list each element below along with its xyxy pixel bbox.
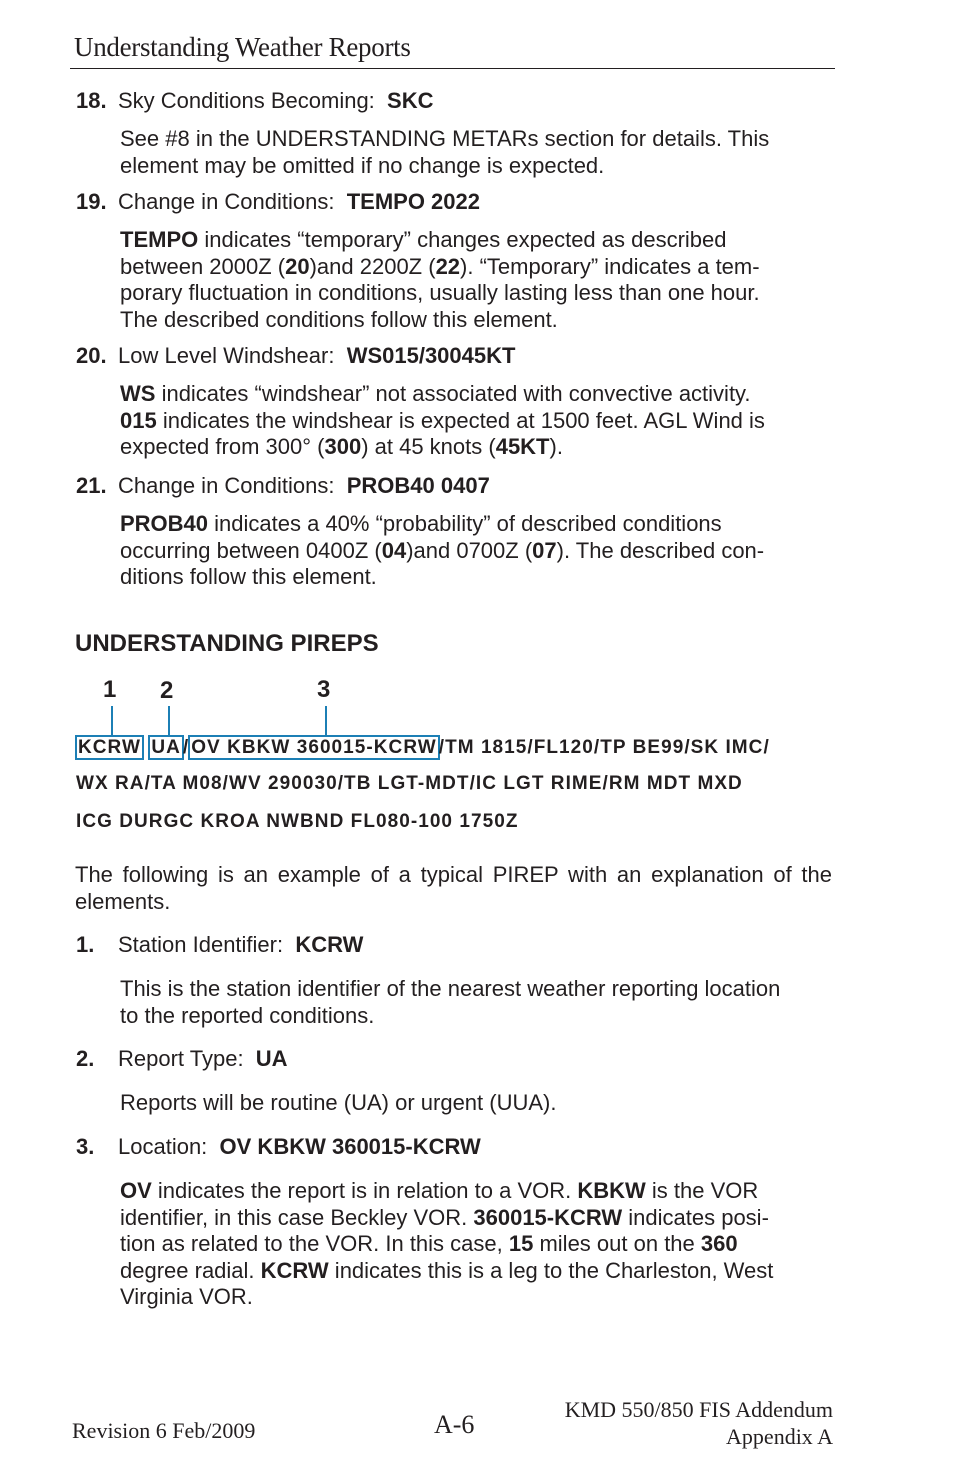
bold-term: OV <box>120 1178 152 1203</box>
footer-doc-title: KMD 550/850 FIS Addendum <box>564 1397 833 1422</box>
bold-term: 300 <box>324 434 362 460</box>
item-number: 21. <box>76 473 107 498</box>
item-number: 19. <box>76 189 107 214</box>
text-run: degree radial. <box>120 1257 261 1283</box>
pirep-item-2-description <box>120 1090 840 1117</box>
pirep-item-3-heading <box>76 1134 481 1160</box>
text-run: identifier, in this case Beckley VOR. <box>120 1204 474 1230</box>
item-21-heading <box>76 473 490 499</box>
bold-term: TEMPO <box>120 227 199 252</box>
bold-term: 15 <box>508 1231 534 1257</box>
text-run: ). The described con- <box>556 537 765 563</box>
text-run: ditions follow this element. <box>120 564 377 590</box>
item-number: 1. <box>76 932 95 957</box>
item-label: Location: <box>118 1134 208 1159</box>
item-number: 2. <box>76 1046 95 1071</box>
text-run: Virginia VOR. <box>120 1284 253 1310</box>
footer-document-info <box>565 1396 833 1450</box>
item-label: Sky Conditions Becoming: <box>118 88 375 113</box>
bold-term: 20 <box>285 253 310 279</box>
footer-appendix: Appendix A <box>726 1424 833 1449</box>
description-line <box>120 381 840 408</box>
description-line <box>120 976 840 1003</box>
text-run: This is the station identifier of the nearest weather reporting location <box>120 976 781 1001</box>
pirep-item-3-description <box>120 1178 840 1311</box>
item-label: Low Level Windshear: <box>118 343 335 368</box>
item-19-heading <box>76 189 480 215</box>
footer-revision: Revision 6 Feb/2009 <box>72 1418 256 1443</box>
bold-term: 015 <box>120 407 157 433</box>
text-run: ). “Temporary” indicates a tem- <box>460 253 760 279</box>
description-line <box>120 153 840 180</box>
item-label: Report Type: <box>118 1046 244 1071</box>
item-label: Change in Conditions: <box>118 473 335 498</box>
text-run: )and 0700Z ( <box>406 537 533 563</box>
item-18-description <box>120 126 840 179</box>
description-line <box>120 1284 840 1311</box>
text-run: indicates this is a leg to the Charleston, West <box>328 1257 774 1283</box>
callout-number-1: 1 <box>103 676 117 703</box>
bold-term: 45KT <box>495 434 550 460</box>
description-line <box>120 254 840 281</box>
callout-number-3: 3 <box>317 676 331 703</box>
item-number: 20. <box>76 343 107 368</box>
footer-page-number: A-6 <box>434 1410 475 1439</box>
callout-leader-1 <box>111 706 113 736</box>
text-run: indicates a 40% “probability” of described conditions <box>208 511 722 536</box>
text-run: between 2000Z ( <box>120 253 286 279</box>
item-code: SKC <box>387 88 434 113</box>
item-20-heading <box>76 343 515 369</box>
item-number: 18. <box>76 88 107 113</box>
text-run: porary fluctuation in conditions, usually lasting less than one hour. <box>120 280 760 306</box>
pirep-segment-location: OV KBKW 360015-KCRW <box>188 735 440 760</box>
description-line <box>120 511 840 538</box>
item-19-description <box>120 227 840 333</box>
text-run: occurring between 0400Z ( <box>120 537 382 563</box>
text-run: indicates “temporary” changes expected as described <box>198 227 727 252</box>
bold-term: 360015-KCRW <box>473 1204 623 1230</box>
text-run: is the VOR <box>645 1178 759 1203</box>
item-code: WS015/30045KT <box>346 343 516 368</box>
text-run: Reports will be routine (UA) or urgent (UUA). <box>120 1090 557 1115</box>
item-code: UA <box>255 1046 288 1071</box>
description-line <box>120 1090 840 1117</box>
text-run: miles out on the <box>533 1231 701 1257</box>
text-run: tion as related to the VOR. In this case, <box>120 1231 509 1257</box>
pirep-item-2-heading <box>76 1046 288 1072</box>
pirep-item-1-description <box>120 976 840 1029</box>
section-title-pireps: UNDERSTANDING PIREPS <box>75 630 379 657</box>
header-rule <box>70 68 835 69</box>
description-line <box>120 126 840 153</box>
bold-term: KBKW <box>577 1178 646 1203</box>
pirep-item-1-heading <box>76 932 363 958</box>
description-line <box>120 1258 840 1285</box>
text-run: element may be omitted if no change is expected. <box>120 152 605 178</box>
callout-leader-3 <box>325 706 327 736</box>
item-code: PROB40 0407 <box>346 473 490 498</box>
text-run: indicates the report is in relation to a VOR. <box>151 1178 578 1203</box>
item-code: KCRW <box>295 932 364 957</box>
description-line <box>120 1178 840 1205</box>
description-line <box>120 538 840 565</box>
item-18-heading <box>76 88 433 114</box>
pirep-segment-report-type: UA <box>148 735 184 760</box>
description-line <box>120 307 840 334</box>
callout-leader-2 <box>168 706 170 736</box>
pirep-segment-station: KCRW <box>75 735 144 760</box>
bold-term: 07 <box>532 537 557 563</box>
item-label: Station Identifier: <box>118 932 284 957</box>
description-line <box>120 1231 840 1258</box>
text-run: ). <box>549 434 563 460</box>
description-line <box>120 227 840 254</box>
text-run: indicates “windshear” not associated with convective activity. <box>155 381 751 406</box>
pirep-example-line-1: KCRW UA / OV KBKW 360015-KCRW /TM 1815/FL120/TP BE99/SK IMC/ <box>76 737 770 759</box>
bold-term: 360 <box>700 1231 738 1257</box>
pirep-example-line-3: ICG DURGC KROA NWBND FL080-100 1750Z <box>76 811 519 832</box>
pirep-segment-rest: /TM 1815/FL120/TP BE99/SK IMC/ <box>438 737 770 758</box>
description-line <box>120 434 840 461</box>
bold-term: KCRW <box>260 1257 329 1283</box>
pirep-example-line-2: WX RA/TA M08/WV 290030/TB LGT-MDT/IC LGT RIME/RM MDT MXD <box>76 773 743 794</box>
callout-number-2: 2 <box>160 677 174 704</box>
description-line <box>120 1003 840 1030</box>
text-run: )and 2200Z ( <box>309 253 436 279</box>
bold-term: 22 <box>435 253 461 279</box>
bold-term: PROB40 <box>120 511 209 536</box>
text-run: The described conditions follow this element. <box>120 306 558 332</box>
text-run: ) at 45 knots ( <box>361 434 496 460</box>
page-header-title: Understanding Weather Reports <box>74 32 411 62</box>
item-label: Change in Conditions: <box>118 189 335 214</box>
pirep-intro-paragraph: The following is an example of a typical PIREP with an explanation of the elements. <box>75 862 832 914</box>
description-line <box>120 408 840 435</box>
text-run: indicates posi- <box>622 1204 769 1230</box>
item-21-description <box>120 511 840 591</box>
text-run: to the reported conditions. <box>120 1002 375 1028</box>
item-code: OV KBKW 360015-KCRW <box>219 1134 481 1159</box>
item-20-description <box>120 381 840 461</box>
text-run: expected from 300° ( <box>120 434 325 460</box>
bold-term: 04 <box>381 537 407 563</box>
bold-term: WS <box>120 381 156 406</box>
text-run: indicates the windshear is expected at 1500 feet. AGL Wind is <box>156 407 765 433</box>
item-number: 3. <box>76 1134 95 1159</box>
description-line <box>120 1205 840 1232</box>
item-code: TEMPO 2022 <box>346 189 480 214</box>
text-run: See #8 in the UNDERSTANDING METARs section for details. This <box>120 126 770 151</box>
description-line <box>120 564 840 591</box>
description-line <box>120 280 840 307</box>
